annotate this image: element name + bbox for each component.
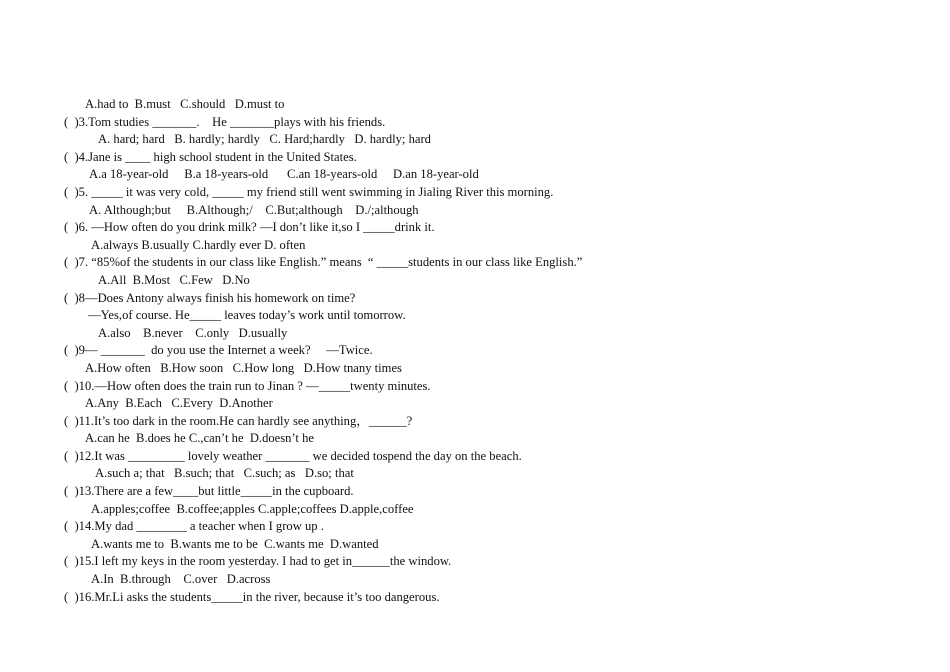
question-6: ( )6. —How often do you drink milk? —I don’t like it,so I _____drink it. — [64, 220, 435, 235]
options-line: A.can he B.does he C.,can’t he D.doesn’t he — [85, 431, 314, 446]
options-line: A.had to B.must C.should D.must to — [85, 97, 285, 111]
question-15: ( )15.I left my keys in the room yesterday. I had to get in______the window. — [64, 554, 452, 569]
question-12: ( )12.It was _________ lovely weather _______ we decided tospend the day on the beach. — [64, 448, 522, 463]
options-line: A. Although;but B.Although;/ C.But;although D./;although — [89, 202, 419, 217]
options-line: A.How often B.How soon C.How long D.How tnany times — [85, 360, 402, 375]
options-line: A.Any B.Each C.Every D.Another — [85, 396, 273, 411]
options-line: A.a 18-year-old B.a 18-years-old C.an 18-years-old D.an 18-year-old — [89, 167, 479, 182]
question-8: ( )8—Does Antony always finish his homework on time? — [64, 290, 356, 305]
question-13: ( )13.There are a few____but little_____in the cupboard. — [64, 484, 354, 499]
options-line: A.In B.through C.over D.across — [91, 572, 271, 587]
question-7: ( )7. “85%of the students in our class like English.” means “ _____students in our class like English.” — [64, 255, 583, 270]
question-10: ( )10.—How often does the train run to Jinan ? —_____twenty minutes. — [64, 378, 431, 393]
options-line: A.always B.usually C.hardly ever D. often — [91, 237, 306, 252]
question-16: ( )16.Mr.Li asks the students_____in the river, because it’s too dangerous. — [64, 589, 440, 604]
options-line: A.All B.Most C.Few D.No — [98, 272, 250, 287]
question-5: ( )5. _____ it was very cold, _____ my friend still went swimming in Jialing River this morning. — [64, 184, 554, 199]
question-8-reply: —Yes,of course. He_____ leaves today’s work until tomorrow. — [88, 308, 406, 323]
options-line: A.also B.never C.only D.usually — [98, 325, 288, 340]
options-line: A.such a; that B.such; that C.such; as D.so; that — [95, 466, 354, 481]
question-9: ( )9— _______ do you use the Internet a week? —Twice. — [64, 343, 373, 358]
question-11: ( )11.It’s too dark in the room.He can hardly see anything，______? — [64, 413, 413, 428]
question-14: ( )14.My dad ________ a teacher when I grow up . — [64, 519, 324, 534]
question-3: ( )3.Tom studies _______. He _______plays with his friends. — [64, 114, 386, 129]
options-line: A. hard; hard B. hardly; hardly C. Hard;hardly D. hardly; hard — [98, 132, 431, 147]
options-line: A.wants me to B.wants me to be C.wants me D.wanted — [91, 536, 379, 551]
options-line: A.apples;coffee B.coffee;apples C.apple;coffees D.apple,coffee — [91, 501, 414, 516]
worksheet-page — [0, 96, 950, 606]
question-4: ( )4.Jane is ____ high school student in the United States. — [64, 149, 357, 164]
